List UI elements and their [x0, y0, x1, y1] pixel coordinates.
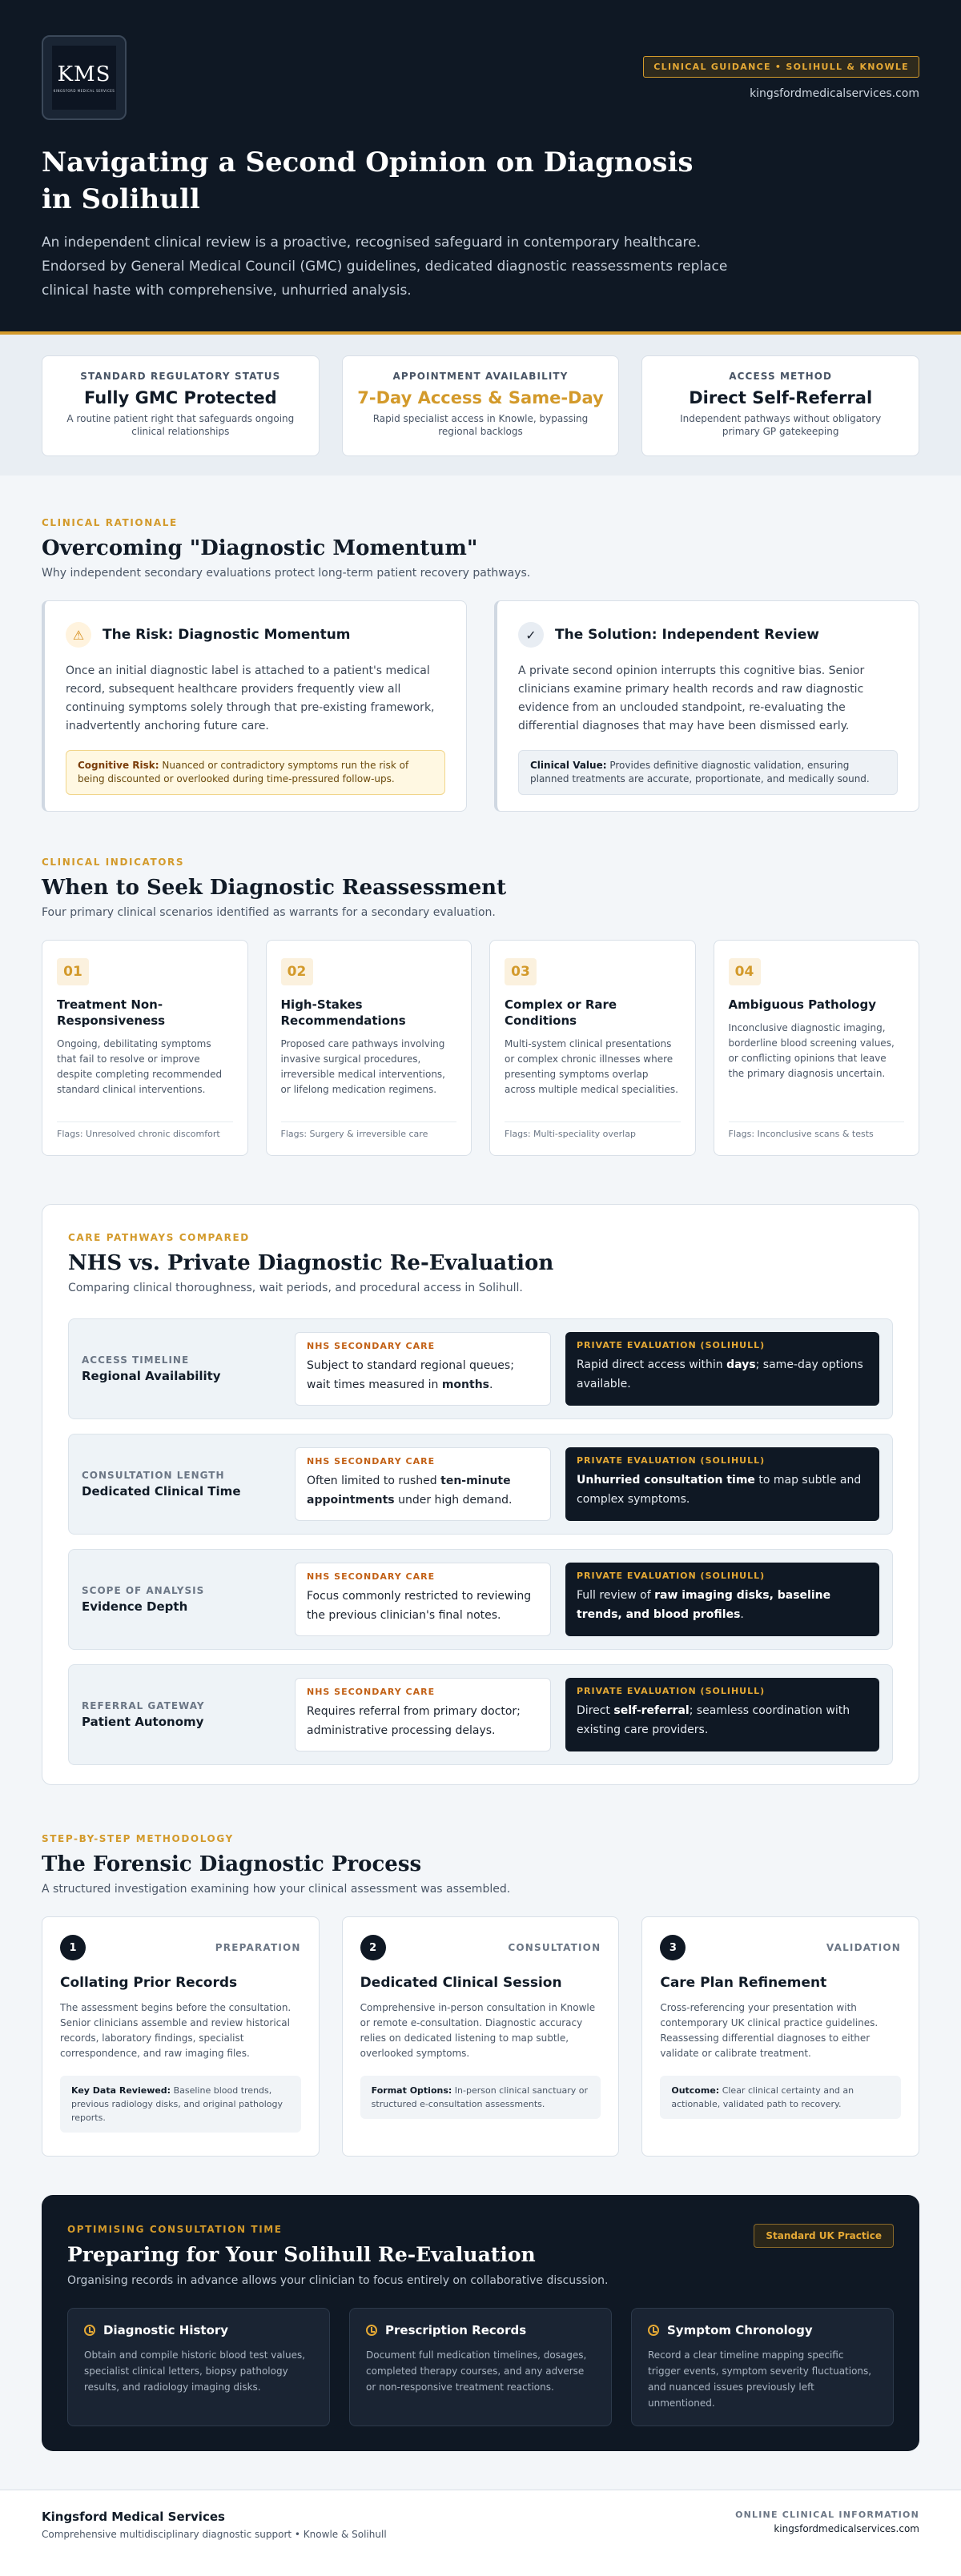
stat-card-regulatory	[42, 355, 320, 456]
stat-value: Fully GMC Protected	[83, 388, 277, 407]
section-subtitle: Why independent secondary evaluations protect long-term patient recovery pathways.	[42, 567, 531, 580]
process-section	[0, 1785, 961, 2157]
process-step-card	[342, 1916, 620, 2157]
nhs-tag: NHS SECONDARY CARE	[307, 1341, 436, 1351]
prep-card	[349, 2308, 612, 2426]
indicator-number: 01	[57, 958, 89, 985]
section-title: Overcoming "Diagnostic Momentum"	[42, 536, 478, 560]
prep-card-title: Diagnostic History	[103, 2323, 229, 2337]
indicator-title: High-Stakes Recommendations	[280, 997, 406, 1028]
indicator-desc: Multi-system clinical presentations or complex chronic illnesses where presenting symptoms overlap across multiple medical specialities.	[505, 1038, 678, 1095]
prep-card-desc: Document full medication timelines, dosages, completed therapy courses, and any adverse or non-responsive treatment reactions.	[366, 2349, 587, 2393]
nhs-text-end: under high demand.	[394, 1494, 513, 1507]
nhs-emphasis: ten-minute appointments	[307, 1475, 511, 1507]
hero-intro: An independent clinical review is a proactive, recognised safeguard in contemporary healthcare. Endorsed by General Medical Council (GMC) guidelines, dedicated diagnostic reassessments replace clinical haste with comprehensive, unhurried analysis.	[42, 235, 728, 299]
private-text-end: ; seamless coordination with existing care providers.	[577, 1704, 850, 1736]
step-note-text: Clear clinical certainty and an actionable, validated path to recovery.	[671, 2085, 854, 2109]
risk-title: The Risk: Diagnostic Momentum	[103, 627, 351, 643]
stat-card-availability	[342, 355, 620, 456]
prep-card-title: Prescription Records	[385, 2323, 527, 2337]
step-note-text: Baseline blood trends, previous radiology disks, and original pathology reports.	[71, 2085, 283, 2123]
indicator-card	[42, 940, 248, 1156]
footer-site-link[interactable]: kingsfordmedicalservices.com	[774, 2523, 919, 2534]
private-emphasis: self-referral	[613, 1704, 690, 1717]
step-desc: The assessment begins before the consultation. Senior clinicians assemble and review historical records, laboratory findings, specialist correspondence, and raw imaging files.	[60, 2002, 292, 2059]
nhs-tag: NHS SECONDARY CARE	[307, 1571, 436, 1582]
check-circle-icon: ✓	[518, 622, 544, 648]
prep-card	[631, 2308, 894, 2426]
preparation-panel	[42, 2195, 919, 2451]
private-text-end: .	[740, 1608, 744, 1621]
risk-note	[66, 750, 445, 795]
page-footer	[0, 2490, 961, 2576]
nhs-cell	[295, 1678, 551, 1751]
stat-value: Direct Self-Referral	[689, 388, 873, 407]
nhs-cell	[295, 1563, 551, 1636]
indicator-card	[489, 940, 696, 1156]
nhs-text: Often limited to rushed	[307, 1475, 441, 1487]
section-eyebrow: STEP-BY-STEP METHODOLOGY	[42, 1833, 234, 1844]
section-title: The Forensic Diagnostic Process	[42, 1852, 422, 1876]
section-title: NHS vs. Private Diagnostic Re-Evaluation	[68, 1251, 554, 1275]
step-note	[360, 2076, 601, 2119]
row-category: SCOPE OF ANALYSIS	[82, 1585, 205, 1596]
step-note-label: Outcome:	[671, 2085, 720, 2096]
section-subtitle: A structured investigation examining how your clinical assessment was assembled.	[42, 1883, 511, 1896]
solution-note-text: Provides definitive diagnostic validation, ensuring planned treatments are accurate, proportionate, and medically sound.	[530, 760, 870, 784]
step-desc: Comprehensive in-person consultation in Knowle or remote e-consultation. Diagnostic accuracy relies on dedicated listening to map subtle, overlooked symptoms.	[360, 2002, 596, 2059]
solution-card	[494, 600, 919, 812]
step-number: 1	[60, 1935, 86, 1960]
private-text: Rapid direct access within	[577, 1358, 727, 1371]
clock-icon	[366, 2325, 377, 2336]
private-text: Direct	[577, 1704, 614, 1717]
step-title: Collating Prior Records	[60, 1975, 238, 1991]
nhs-tag: NHS SECONDARY CARE	[307, 1687, 436, 1697]
private-text: Full review of	[577, 1589, 655, 1602]
indicator-flags: Flags: Inconclusive scans & tests	[729, 1121, 905, 1139]
indicator-flags: Flags: Multi-speciality overlap	[505, 1121, 681, 1139]
stat-label: APPOINTMENT AVAILABILITY	[392, 371, 569, 382]
solution-body: A private second opinion interrupts this cognitive bias. Senior clinicians examine primary health records and raw diagnostic evidence from an unclouded standpoint, re-evaluating the differential diagnoses that may have been dismissed early.	[518, 664, 865, 732]
row-category: REFERRAL GATEWAY	[82, 1700, 205, 1711]
indicators-section	[0, 812, 961, 1156]
indicator-flags: Flags: Surgery & irreversible care	[281, 1121, 457, 1139]
indicator-number: 04	[729, 958, 761, 985]
section-eyebrow: CLINICAL RATIONALE	[42, 517, 178, 528]
logo-subtext: KINGSFORD MEDICAL SERVICES	[53, 89, 115, 93]
private-tag: PRIVATE EVALUATION (SOLIHULL)	[577, 1686, 766, 1696]
risk-note-text: Nuanced or contradictory symptoms run the risk of being discounted or overlooked during time-pressured follow-ups.	[78, 760, 409, 784]
process-step-card	[641, 1916, 919, 2157]
stat-desc: Rapid specialist access in Knowle, bypassing regional backlogs	[372, 413, 589, 437]
clock-icon	[84, 2325, 95, 2336]
step-title: Care Plan Refinement	[660, 1975, 827, 1991]
nhs-text: Subject to standard regional queues; wait times measured in	[307, 1359, 514, 1391]
indicator-flags: Flags: Unresolved chronic discomfort	[57, 1121, 233, 1139]
indicator-card	[714, 940, 920, 1156]
private-tag: PRIVATE EVALUATION (SOLIHULL)	[577, 1455, 766, 1466]
section-eyebrow: CLINICAL INDICATORS	[42, 857, 185, 868]
row-name: Patient Autonomy	[82, 1715, 204, 1729]
warning-icon: ⚠	[66, 622, 91, 648]
process-step-card	[42, 1916, 320, 2157]
stat-label: ACCESS METHOD	[729, 371, 833, 382]
step-desc: Cross-referencing your presentation with contemporary UK clinical practice guidelines. Reassessing differential diagnoses to either validate or calibrate treatment.	[660, 2002, 879, 2059]
step-note-text: In-person clinical sanctuary or structured e-consultation assessments.	[371, 2085, 589, 2109]
section-eyebrow: CARE PATHWAYS COMPARED	[68, 1232, 250, 1243]
stat-desc: A routine patient right that safeguards ongoing clinical relationships	[66, 413, 295, 437]
rationale-section	[0, 475, 961, 812]
prep-card-desc: Record a clear timeline mapping specific trigger events, symptom severity fluctuations, and nuanced issues previously left unmentioned.	[648, 2349, 872, 2409]
nhs-tag: NHS SECONDARY CARE	[307, 1456, 436, 1467]
row-name: Dedicated Clinical Time	[82, 1484, 241, 1499]
nhs-text: Focus commonly restricted to reviewing the previous clinician's final notes.	[307, 1590, 532, 1622]
footer-tagline: Comprehensive multidisciplinary diagnostic support • Knowle & Solihull	[42, 2529, 387, 2540]
nhs-text: Requires referral from primary doctor; administrative processing delays.	[307, 1705, 521, 1737]
step-note-label: Key Data Reviewed:	[71, 2085, 171, 2096]
footer-label: ONLINE CLINICAL INFORMATION	[735, 2510, 919, 2520]
section-subtitle: Four primary clinical scenarios identified as warrants for a secondary evaluation.	[42, 906, 496, 919]
step-title: Dedicated Clinical Session	[360, 1975, 562, 1991]
private-cell	[565, 1447, 879, 1521]
nhs-cell	[295, 1332, 551, 1406]
logo[interactable]	[42, 35, 127, 120]
indicator-desc: Inconclusive diagnostic imaging, borderline blood screening values, or conflicting opinions that leave the primary diagnosis uncertain.	[728, 1022, 895, 1079]
indicator-title: Treatment Non-Responsiveness	[57, 997, 166, 1028]
section-title: Preparing for Your Solihull Re-Evaluation	[67, 2243, 536, 2266]
private-emphasis: raw imaging disks, baseline trends, and blood profiles	[577, 1589, 831, 1621]
stat-desc: Independent pathways without obligatory primary GP gatekeeping	[680, 413, 882, 437]
solution-note	[518, 750, 898, 795]
nhs-cell	[295, 1447, 551, 1521]
private-emphasis: Unhurried consultation time	[577, 1474, 755, 1487]
section-eyebrow: OPTIMISING CONSULTATION TIME	[67, 2224, 283, 2235]
clock-icon	[648, 2325, 659, 2336]
private-cell	[565, 1678, 879, 1751]
private-cell	[565, 1332, 879, 1406]
comparison-row	[68, 1664, 893, 1765]
prep-card-title: Symptom Chronology	[667, 2323, 813, 2337]
step-number: 2	[360, 1935, 386, 1960]
step-note	[660, 2076, 901, 2119]
step-note	[60, 2076, 301, 2133]
stats-band	[0, 335, 961, 475]
step-number: 3	[660, 1935, 686, 1960]
section-title: When to Seek Diagnostic Reassessment	[42, 876, 507, 900]
risk-body: Once an initial diagnostic label is attached to a patient's medical record, subsequent healthcare providers frequently view all continuing symptoms solely through that pre-existing framework, inadvertently anchoring future care.	[66, 664, 435, 732]
comparison-row	[68, 1434, 893, 1535]
prep-card	[67, 2308, 330, 2426]
private-tag: PRIVATE EVALUATION (SOLIHULL)	[577, 1340, 766, 1350]
step-note-label: Format Options:	[371, 2085, 452, 2096]
indicator-title: Complex or Rare Conditions	[505, 997, 617, 1028]
nhs-emphasis: months	[441, 1378, 490, 1391]
location-badge: CLINICAL GUIDANCE • SOLIHULL & KNOWLE	[643, 56, 919, 78]
indicator-desc: Proposed care pathways involving invasive surgical procedures, irreversible medical interventions, or lifelong medication regimens.	[280, 1038, 445, 1095]
row-name: Evidence Depth	[82, 1599, 188, 1614]
row-category: ACCESS TIMELINE	[82, 1354, 190, 1366]
solution-title: The Solution: Independent Review	[555, 627, 819, 643]
private-emphasis: days	[726, 1358, 756, 1371]
stat-label: STANDARD REGULATORY STATUS	[80, 371, 281, 382]
prep-card-desc: Obtain and compile historic blood test values, specialist clinical letters, biopsy pathology results, and radiology imaging disks.	[84, 2349, 306, 2393]
private-text-end: ; same-day options available.	[577, 1358, 863, 1390]
comparison-panel	[42, 1204, 919, 1785]
stat-card-access	[641, 355, 919, 456]
section-subtitle: Comparing clinical thoroughness, wait periods, and procedural access in Solihull.	[68, 1282, 523, 1294]
nhs-text-end: .	[489, 1378, 493, 1391]
row-category: CONSULTATION LENGTH	[82, 1470, 225, 1481]
solution-note-label: Clinical Value:	[530, 760, 607, 771]
private-tag: PRIVATE EVALUATION (SOLIHULL)	[577, 1571, 766, 1581]
risk-note-label: Cognitive Risk:	[78, 760, 159, 771]
hero-banner	[0, 0, 961, 335]
practice-badge: Standard UK Practice	[754, 2224, 894, 2248]
indicator-number: 03	[505, 958, 537, 985]
indicator-title: Ambiguous Pathology	[728, 997, 876, 1012]
footer-brand: Kingsford Medical Services	[42, 2510, 225, 2524]
step-stage: CONSULTATION	[508, 1942, 601, 1953]
hero-site-link[interactable]: kingsfordmedicalservices.com	[750, 87, 919, 100]
private-cell	[565, 1563, 879, 1636]
indicator-number: 02	[281, 958, 313, 985]
row-name: Regional Availability	[82, 1369, 221, 1383]
comparison-row	[68, 1549, 893, 1650]
stat-value: 7-Day Access & Same-Day	[357, 388, 604, 407]
private-text-end: to map subtle and complex symptoms.	[577, 1474, 862, 1506]
logo-text: KMS	[57, 62, 111, 86]
step-stage: PREPARATION	[215, 1942, 301, 1953]
section-subtitle: Organising records in advance allows your clinician to focus entirely on collaborative discussion.	[67, 2274, 609, 2287]
indicator-desc: Ongoing, debilitating symptoms that fail to resolve or improve despite completing recommended standard clinical interventions.	[57, 1038, 223, 1095]
risk-card	[42, 600, 467, 812]
indicator-card	[266, 940, 472, 1156]
comparison-row	[68, 1318, 893, 1419]
step-stage: VALIDATION	[826, 1942, 902, 1953]
page-title: Navigating a Second Opinion on Diagnosis in Solihull	[42, 146, 694, 215]
